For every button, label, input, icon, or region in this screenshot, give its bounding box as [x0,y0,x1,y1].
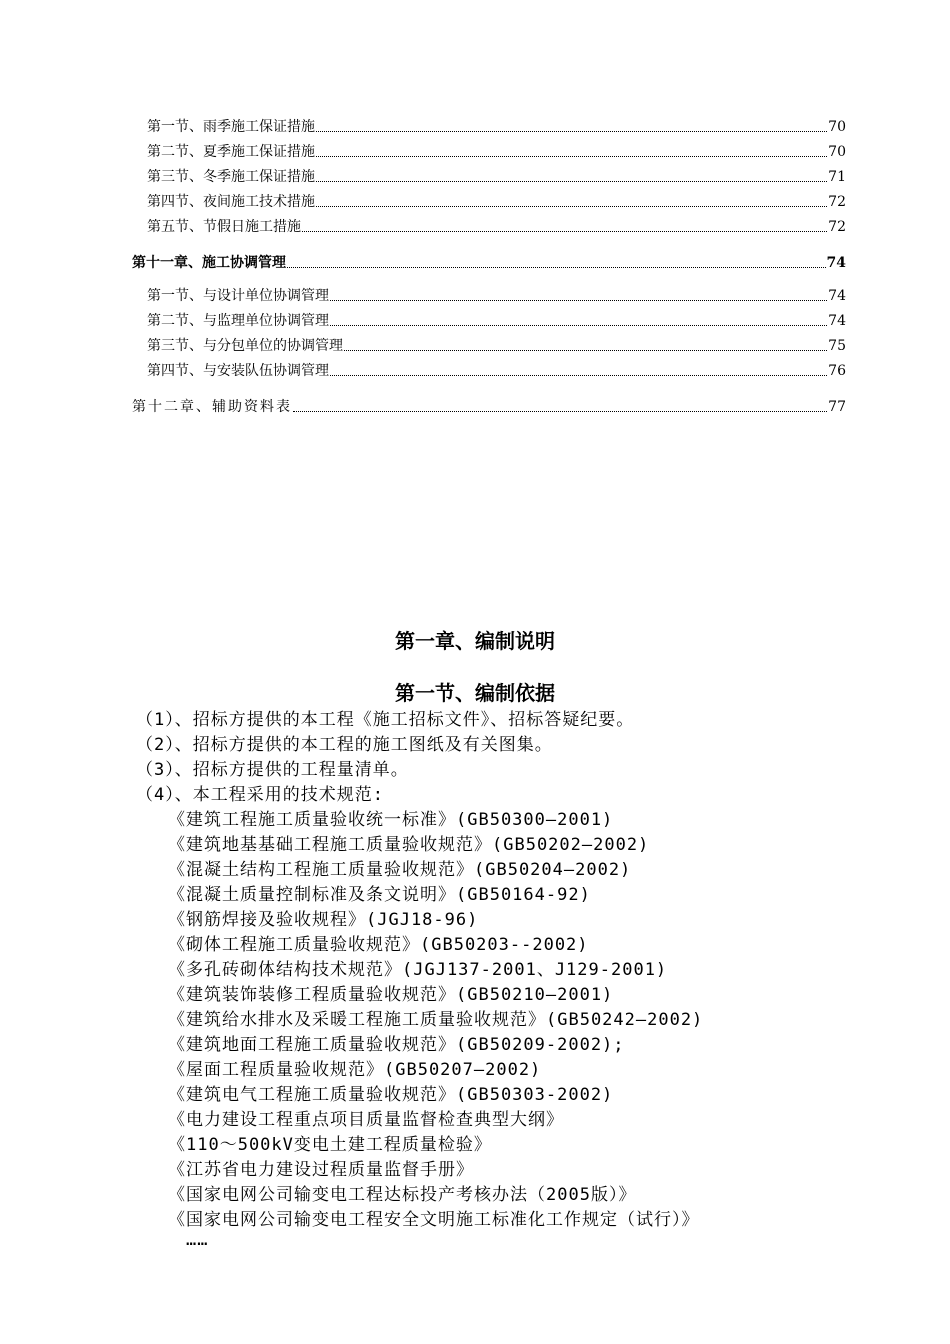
toc-entry-page: 74 [828,313,846,329]
toc-entry-page: 76 [828,363,846,379]
toc-leader-dots [330,299,827,301]
toc-entry-page: 72 [828,194,846,210]
basis-item: （1）、招标方提供的本工程《施工招标文件》、招标答疑纪要。 [136,710,635,730]
standard-reference: 《建筑工程施工质量验收统一标准》(GB50300—2001) [168,810,614,830]
toc-leader-dots [316,155,827,157]
toc-leader-dots [330,374,827,376]
standard-reference: 《建筑电气工程施工质量验收规范》(GB50303-2002) [168,1085,614,1105]
standard-reference: 《屋面工程质量验收规范》(GB50207—2002) [168,1060,542,1080]
toc-leader-dots [293,410,827,412]
toc-chapter-entry[interactable] [132,398,846,416]
toc-entry-title: 第一节、雨季施工保证措施 [147,119,315,135]
toc-leader-dots [316,130,827,132]
toc-entry-page: 70 [828,144,846,160]
standard-reference: 《110～500kV变电土建工程质量检验》 [168,1135,492,1155]
toc-entry-title: 第五节、节假日施工措施 [147,219,301,235]
standard-reference: 《建筑地基基础工程施工质量验收规范》(GB50202—2002) [168,835,650,855]
toc-leader-dots [316,180,827,182]
toc-entry-page: 72 [828,219,846,235]
toc-entry-page: 74 [826,255,846,271]
toc-entry[interactable] [147,143,846,161]
toc-entry-page: 74 [828,288,846,304]
toc-entry[interactable] [147,218,846,236]
basis-item: （2）、招标方提供的本工程的施工图纸及有关图集。 [136,735,553,755]
standard-reference: 《钢筋焊接及验收规程》(JGJ18-96) [168,910,479,930]
standard-reference: 《江苏省电力建设过程质量监督手册》 [168,1160,474,1180]
toc-entry-title: 第一节、与设计单位协调管理 [147,288,329,304]
toc-leader-dots [316,205,827,207]
toc-entry-title: 第四节、与安装队伍协调管理 [147,363,329,379]
toc-entry-title: 第三节、冬季施工保证措施 [147,169,315,185]
toc-entry-page: 71 [828,169,846,185]
standard-reference: 《混凝土结构工程施工质量验收规范》(GB50204—2002) [168,860,632,880]
basis-item: （3）、招标方提供的工程量清单。 [136,760,409,780]
toc-entry[interactable] [147,362,846,380]
standard-reference: 《建筑给水排水及采暖工程施工质量验收规范》(GB50242—2002) [168,1010,704,1030]
toc-entry-page: 70 [828,119,846,135]
toc-entry[interactable] [147,337,846,355]
toc-entry-title: 第二节、与监理单位协调管理 [147,313,329,329]
ellipsis: …… [186,1230,209,1250]
toc-leader-dots [302,230,827,232]
standard-reference: 《国家电网公司输变电工程达标投产考核办法（2005版）》 [168,1185,637,1205]
toc-entry-title: 第十一章、施工协调管理 [132,255,286,271]
toc-entry-title: 第四节、夜间施工技术措施 [147,194,315,210]
toc-entry[interactable] [147,118,846,136]
section-title: 第一节、编制依据 [395,681,555,705]
toc-entry-page: 75 [828,338,846,354]
toc-entry-page: 77 [828,399,846,415]
basis-item: （4）、本工程采用的技术规范: [136,785,384,805]
toc-entry[interactable] [147,168,846,186]
toc-entry-title: 第三节、与分包单位的协调管理 [147,338,343,354]
standard-reference: 《多孔砖砌体结构技术规范》(JGJ137-2001、J129-2001) [168,960,668,980]
toc-entry[interactable] [147,193,846,211]
standard-reference: 《国家电网公司输变电工程安全文明施工标准化工作规定（试行）》 [168,1210,700,1230]
toc-entry-title: 第二节、夏季施工保证措施 [147,144,315,160]
standard-reference: 《建筑地面工程施工质量验收规范》(GB50209-2002); [168,1035,625,1055]
standard-reference: 《混凝土质量控制标准及条文说明》(GB50164-92) [168,885,591,905]
toc-entry-title: 第十二章、辅助资料表 [132,399,292,415]
toc-leader-dots [330,324,827,326]
standard-reference: 《电力建设工程重点项目质量监督检查典型大纲》 [168,1110,564,1130]
toc-leader-dots [287,266,826,268]
toc-chapter-entry[interactable] [132,254,846,272]
chapter-title: 第一章、编制说明 [395,629,555,653]
toc-entry[interactable] [147,287,846,305]
toc-leader-dots [344,349,827,351]
standard-reference: 《建筑装饰装修工程质量验收规范》(GB50210—2001) [168,985,614,1005]
toc-entry[interactable] [147,312,846,330]
standard-reference: 《砌体工程施工质量验收规范》(GB50203--2002) [168,935,589,955]
